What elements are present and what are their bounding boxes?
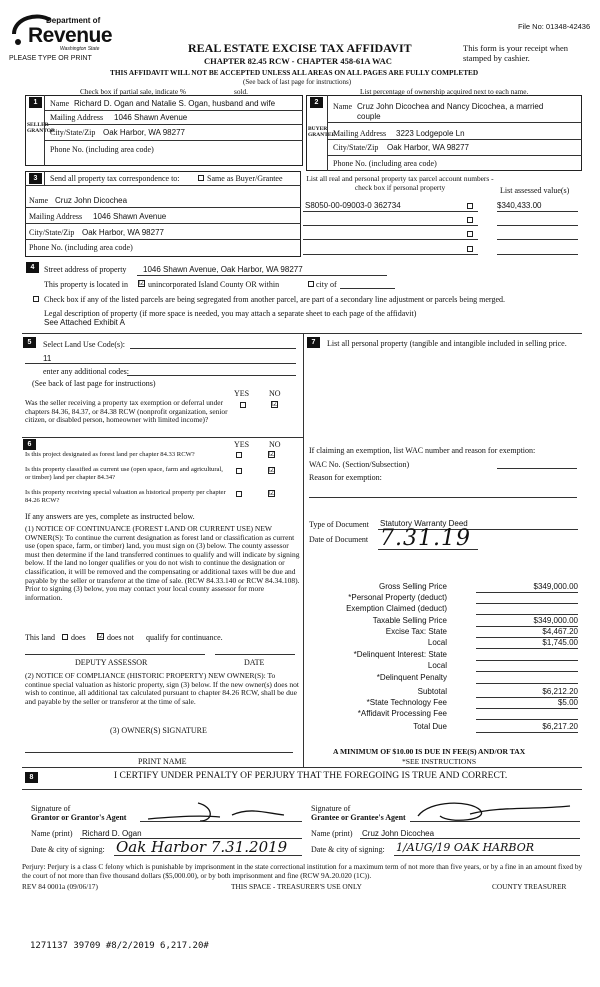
segregated-label: Check box if any of the listed parcels are being segregated from another parcel, are part of a secondary line adjustment or parcels being merged. xyxy=(44,295,505,304)
grantor-date-city-field[interactable]: Oak Harbor 7.31.2019 xyxy=(116,838,288,856)
warning-banner: THIS AFFIDAVIT WILL NOT BE ACCEPTED UNLESS ALL AREAS ON ALL PAGES ARE FULLY COMPLETED xyxy=(110,68,479,77)
unincorporated-checkbox[interactable]: ☑ xyxy=(139,279,146,287)
same-as-buyer-label: Same as Buyer/Grantee xyxy=(207,174,283,183)
grantor-sig-label-1: Signature of xyxy=(31,804,71,813)
land-use-see-back: (See back of last page for instructions) xyxy=(32,379,156,388)
doc-type-field[interactable]: Statutory Warranty Deed xyxy=(380,519,468,528)
seller-name-field[interactable]: Richard D. Ogan and Natalie S. Ogan, husband and wife xyxy=(74,99,276,108)
receipt-stamp: 1271137 39709 #8/2/2019 6,217.20# xyxy=(30,941,209,951)
land-does-not-checkbox[interactable]: ☑ xyxy=(98,632,105,640)
grantor-date-city-label: Date & city of signing: xyxy=(31,845,105,854)
grantee-sig-label-2: Grantee or Grantee's Agent xyxy=(311,813,406,822)
corr-name-field[interactable]: Cruz John Dicochea xyxy=(55,196,128,205)
form-title: REAL ESTATE EXCISE TAX AFFIDAVIT xyxy=(188,41,412,55)
doc-date-label: Date of Document xyxy=(309,535,369,544)
grantee-print-label: Name (print) xyxy=(311,829,353,838)
tech-fee-label: *State Technology Fee xyxy=(366,698,447,707)
grantee-print-field[interactable]: Cruz John Dicochea xyxy=(362,829,435,838)
buyer-name-label: Name xyxy=(333,102,353,111)
subtotal-value[interactable]: $6,212.20 xyxy=(542,687,578,696)
located-in-label: This property is located in xyxy=(44,280,128,289)
s5-yes-header: YES xyxy=(234,389,250,398)
land-does-not-label: does not xyxy=(107,633,134,642)
land-does-label: does xyxy=(71,633,86,642)
section-7-number: 7 xyxy=(307,337,320,348)
owner-signature-label: (3) OWNER(S) SIGNATURE xyxy=(110,726,207,735)
s5-q1: Was the seller receiving a property tax exemption or deferral under chapters 84.36, 84.37, or 84.38 RCW (nonprofit organization, senior citizen, or disabled person, homeowner with limited income)? xyxy=(25,398,228,425)
see-back-note: (See back of last page for instructions) xyxy=(243,78,352,86)
assessed-1-field[interactable]: $340,433.00 xyxy=(497,201,542,210)
additional-codes-label: enter any additional codes: xyxy=(43,367,129,376)
buyer-city-field[interactable]: Oak Harbor, WA 98277 xyxy=(387,143,469,152)
delinquent-local-label: Local xyxy=(427,661,447,670)
street-field[interactable]: 1046 Shawn Avenue, Oak Harbor, WA 98277 xyxy=(143,265,303,274)
buyer-mail-field[interactable]: 3223 Lodgepole Ln xyxy=(396,129,465,138)
seller-mail-field[interactable]: 1046 Shawn Avenue xyxy=(114,113,188,122)
grantor-print-label: Name (print) xyxy=(31,829,73,838)
notice-continuance: (1) NOTICE OF CONTINUANCE (FOREST LAND OR CURRENT USE) NEW OWNER(S): To continue the current designation as forest land or classification as current use (open space, farm, or timber) land, you must sign on (3) below. The county assessor must then determine if the land transferred continues to qualify and will indicate by signing below. If the land no longer qualifies or you do not wish to continue the designation or classification, it will be removed and the compensating or additional taxes will be due and payable by the seller or transferor at the time of sale. (RCW 84.33.140 or RCW 84.34.108). Prior to signing (3) below, you may contact your local county assessor for more information. xyxy=(25,524,300,602)
buyer-side-label: BUYER GRANTEE xyxy=(308,126,336,138)
dept-state: Washington State xyxy=(60,46,100,52)
seller-name-label: Name xyxy=(50,99,70,108)
land-does-checkbox[interactable] xyxy=(62,634,68,640)
s6-q1-no-checkbox[interactable]: ☑ xyxy=(269,450,276,458)
buyer-city-label: City/State/Zip xyxy=(333,143,379,152)
grantee-date-city-field[interactable]: 1/AUG/19 OAK HARBOR xyxy=(396,841,534,854)
dept-logo xyxy=(8,10,128,54)
section-1-number: 1 xyxy=(29,97,42,108)
s6-q2-no-checkbox[interactable]: ☑ xyxy=(269,466,276,474)
section-6-number: 6 xyxy=(23,439,36,450)
grantee-sig-label-1: Signature of xyxy=(311,804,351,813)
s6-q1: Is this project designated as forest land per chapter 84.33 RCW? xyxy=(25,451,195,458)
buyer-phone-label: Phone No. (including area code) xyxy=(333,159,437,168)
grantor-signature[interactable] xyxy=(140,797,290,827)
land-use-field[interactable]: 11 xyxy=(43,354,52,363)
doc-type-label: Type of Document xyxy=(309,520,369,529)
street-label: Street address of property xyxy=(44,265,127,274)
corr-mail-label: Mailing Address xyxy=(29,212,83,221)
form-subtitle: CHAPTER 82.45 RCW - CHAPTER 458-61A WAC xyxy=(204,56,392,66)
grantee-signature[interactable] xyxy=(410,796,580,828)
partial-sold-label: sold. xyxy=(234,87,248,96)
grantor-print-field[interactable]: Richard D. Ogan xyxy=(82,829,142,838)
s6-q3-yes-checkbox[interactable] xyxy=(236,491,242,497)
minimum-note: A MINIMUM OF $10.00 IS DUE IN FEE(S) AND/OR TAX xyxy=(333,747,526,756)
this-land-label: This land xyxy=(25,633,55,642)
county-treasurer: COUNTY TREASURER xyxy=(492,882,567,891)
file-number: File No: 01348-42436 xyxy=(518,22,591,31)
corr-name-label: Name xyxy=(29,196,49,205)
section-5-number: 5 xyxy=(23,337,36,348)
seller-mail-label: Mailing Address xyxy=(50,113,104,122)
section-4-number: 4 xyxy=(26,262,39,273)
section-8-number: 8 xyxy=(25,772,38,783)
rev-number: REV 84 0001a (09/06/17) xyxy=(22,882,98,891)
section-2-number: 2 xyxy=(310,97,323,108)
personal-property-label: List all personal property (tangible and intangible included in selling price. xyxy=(327,339,567,348)
section-3-number: 3 xyxy=(29,173,42,184)
segregated-checkbox[interactable] xyxy=(33,296,39,302)
excise-local-value[interactable]: $1,745.00 xyxy=(542,638,578,647)
parcels-header: List all real and personal property tax parcel account numbers - check box if personal property xyxy=(306,174,494,192)
personal-prop-label: *Personal Property (deduct) xyxy=(348,593,447,602)
gross-value[interactable]: $349,000.00 xyxy=(533,582,578,591)
print-name-label: PRINT NAME xyxy=(138,757,187,766)
seller-phone-label: Phone No. (including area code) xyxy=(50,145,154,154)
doc-date-field[interactable]: 7.31.19 xyxy=(380,526,471,551)
buyer-mail-label: Mailing Address xyxy=(333,129,387,138)
notice-compliance: (2) NOTICE OF COMPLIANCE (HISTORIC PROPERTY) NEW OWNER(S): To continue special valuation as historic property, sign (3) below. If the new owner(s) does not wish to continue, all additional tax calculated pursuant to chapter 84.26 RCW, shall be due and payable by the seller or transferor at the time of sale. xyxy=(25,671,299,706)
unincorporated-label: unincorporated Island County OR within xyxy=(148,280,280,289)
seller-city-field[interactable]: Oak Harbor, WA 98277 xyxy=(103,128,185,137)
dept-line1: Department of xyxy=(46,16,101,25)
parcel-3-personal-checkbox[interactable] xyxy=(467,231,473,237)
buyer-name-field-2[interactable]: couple xyxy=(357,112,381,121)
wac-label: WAC No. (Section/Subsection) xyxy=(309,460,410,469)
s6-q2: Is this property classified as current use (open space, farm and agricultural, or timber) land per chapter 84.34? xyxy=(25,466,223,481)
s5-no-header: NO xyxy=(269,389,281,398)
land-use-label: Select Land Use Code(s): xyxy=(43,340,125,349)
ownership-pct-note: List percentage of ownership acquired next to each name. xyxy=(360,87,529,96)
qualify-label: qualify for continuance. xyxy=(146,633,223,642)
tech-fee-value[interactable]: $5.00 xyxy=(557,698,578,707)
legal-desc-field[interactable]: See Attached Exhibit A xyxy=(44,318,125,327)
exemption-label: If claiming an exemption, list WAC number and reason for exemption: xyxy=(309,446,536,455)
s6-q1-yes-checkbox[interactable] xyxy=(236,452,242,458)
dept-logo-word: Revenue xyxy=(28,24,113,47)
parcel-4-personal-checkbox[interactable] xyxy=(467,246,473,252)
total-due-label: Total Due xyxy=(413,722,447,731)
parcel-2-personal-checkbox[interactable] xyxy=(467,217,473,223)
excise-local-label: Local xyxy=(427,638,447,647)
if-yes-note: If any answers are yes, complete as instructed below. xyxy=(25,512,195,521)
grantee-date-city-label: Date & city of signing: xyxy=(311,845,385,854)
s6-q2-yes-checkbox[interactable] xyxy=(236,468,242,474)
perjury-note: Perjury: Perjury is a class C felony which is punishable by imprisonment in the state correctional institution for a maximum term of not more than five years, or by a fine in an amount fixed by the court of not more than five thousand dollars ($5,000.00), or by both imprisonment and fine (RCW 9A.20.020 (1C)). xyxy=(22,862,583,880)
taxable-label: Taxable Selling Price xyxy=(372,616,447,625)
seller-side-label: SELLER GRANTOR xyxy=(27,122,56,134)
same-as-buyer-checkbox[interactable] xyxy=(198,175,204,181)
s6-q3-no-checkbox[interactable]: ☑ xyxy=(269,489,276,497)
subtotal-label: Subtotal xyxy=(417,687,447,696)
partial-sale-label: Check box if partial sale, indicate % xyxy=(80,87,186,96)
s5-q1-yes-checkbox[interactable] xyxy=(240,402,246,408)
delinquent-state-label: *Delinquent Interest: State xyxy=(353,650,447,659)
buyer-name-field[interactable]: Cruz John Dicochea and Nancy Dicochea, a married xyxy=(357,102,544,111)
s6-q3: Is this property receiving special valuation as historical property per chapter 84.26 RCW? xyxy=(25,489,226,504)
treasurer-only: THIS SPACE - TREASURER'S USE ONLY xyxy=(231,882,362,891)
affidavit-fee-label: *Affidavit Processing Fee xyxy=(357,709,447,718)
total-due-value[interactable]: $6,217.20 xyxy=(542,722,578,731)
receipt-note: This form is your receipt when stamped by cashier. xyxy=(463,43,569,63)
deputy-assessor-label: DEPUTY ASSESSOR xyxy=(75,658,148,667)
seller-city-label: City/State/Zip xyxy=(50,128,96,137)
please-type: PLEASE TYPE OR PRINT xyxy=(9,55,92,62)
corr-city-label: City/State/Zip xyxy=(29,228,75,237)
excise-state-value[interactable]: $4,467.20 xyxy=(542,627,578,636)
reason-label: Reason for exemption: xyxy=(309,473,382,482)
corr-city-field[interactable]: Oak Harbor, WA 98277 xyxy=(82,228,164,237)
corr-mail-field[interactable]: 1046 Shawn Avenue xyxy=(93,212,167,221)
s5-q1-no-checkbox[interactable]: ☑ xyxy=(272,400,279,408)
see-instructions: *SEE INSTRUCTIONS xyxy=(402,757,477,766)
city-of-label: city of xyxy=(316,280,337,289)
assessed-header: List assessed value(s) xyxy=(500,186,570,195)
s6-no-header: NO xyxy=(269,440,281,449)
grantor-sig-label-2: Grantor or Grantor's Agent xyxy=(31,813,127,822)
taxable-value[interactable]: $349,000.00 xyxy=(533,616,578,625)
parcel-1-field[interactable]: S8050-00-09003-0 362734 xyxy=(305,201,401,210)
exemption-claimed-label: Exemption Claimed (deduct) xyxy=(346,604,447,613)
city-of-checkbox[interactable] xyxy=(308,281,314,287)
parcel-1-personal-checkbox[interactable] xyxy=(467,203,473,209)
delinquent-penalty-label: *Delinquent Penalty xyxy=(376,673,447,682)
gross-label: Gross Selling Price xyxy=(378,582,447,591)
s6-yes-header: YES xyxy=(234,440,250,449)
deputy-date-label: DATE xyxy=(244,658,265,667)
correspondence-label: Send all property tax correspondence to: xyxy=(50,174,180,183)
corr-phone-label: Phone No. (including area code) xyxy=(29,243,133,252)
legal-desc-label: Legal description of property (if more space is needed, you may attach a separate sheet to each page of the affidavit) xyxy=(44,309,417,318)
certify-statement: I CERTIFY UNDER PENALTY OF PERJURY THAT THE FOREGOING IS TRUE AND CORRECT. xyxy=(114,771,508,781)
excise-state-label: Excise Tax: State xyxy=(385,627,447,636)
